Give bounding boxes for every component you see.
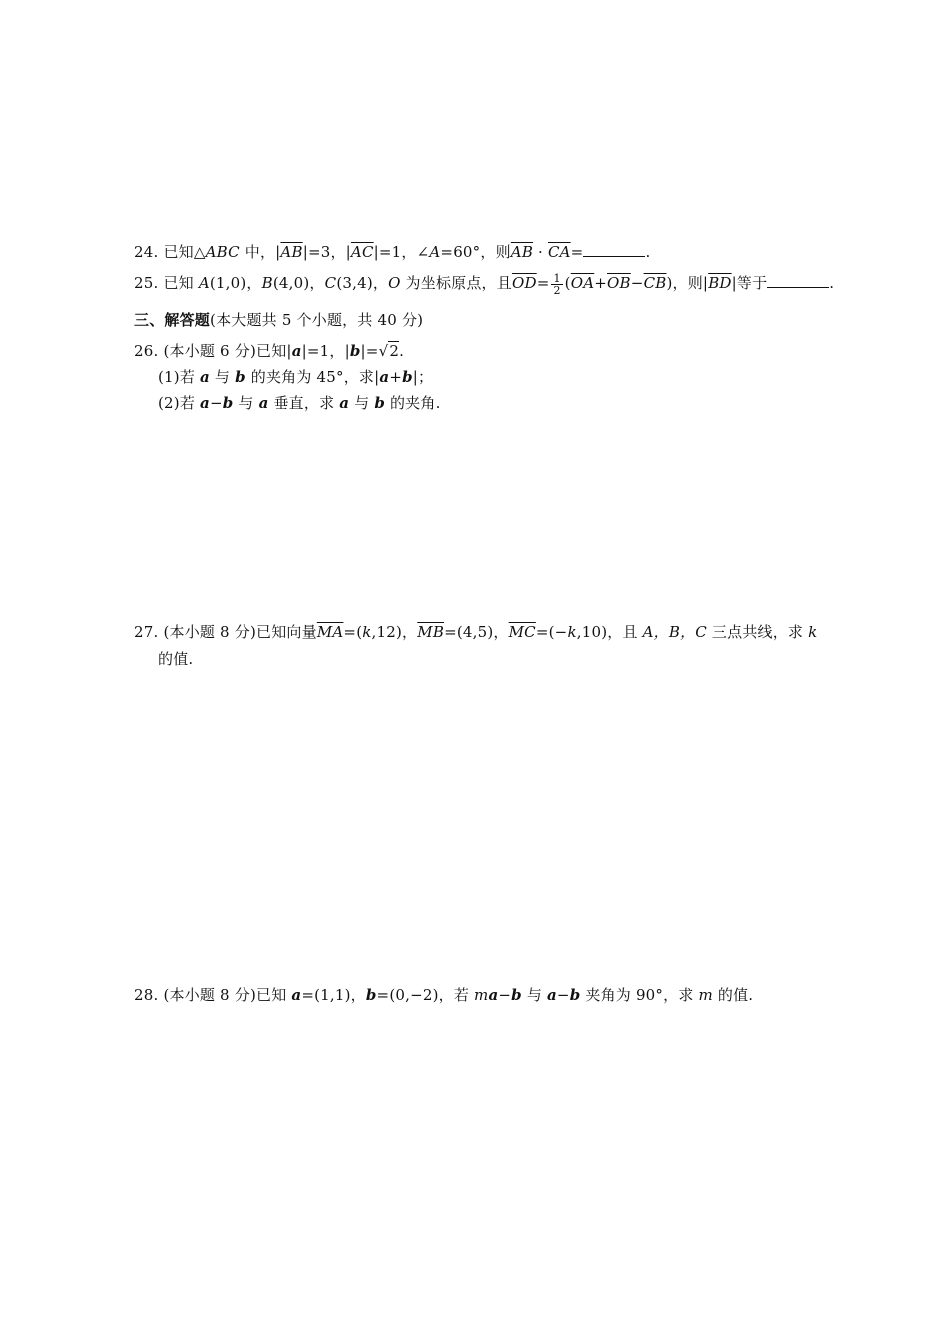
q24-text: =60°，则 [440, 243, 511, 261]
q26-p2-vector: a [200, 394, 210, 412]
q26-radicand: 2 [389, 342, 400, 360]
q27-text: 的值. [158, 650, 194, 668]
q27-vector: $\overline{MB}$ [417, 623, 445, 641]
q27-points: A，B，C [642, 623, 707, 641]
q28-vector: a [488, 986, 499, 1004]
q25-point: A [198, 274, 210, 292]
q26-p1-vector: a [379, 368, 390, 386]
q25-period: . [829, 274, 835, 292]
q27-vector: $\overline{MC}$ [508, 623, 536, 641]
q26-text: . [399, 342, 405, 360]
q26-p1-vector: b [235, 368, 246, 386]
q24-text: 中，| [239, 243, 281, 261]
q25-vector: $\overline{BD}$ [708, 274, 732, 292]
q27-text: 三点共线，求 [706, 623, 809, 641]
q27-vector: $\overline{MA}$ [316, 623, 344, 641]
q25-text: ( [564, 274, 571, 292]
q26-text: |=1，| [301, 342, 350, 360]
q25-text: 为坐标原点，且 [400, 274, 512, 292]
q25-text: 已知 [163, 274, 199, 292]
question-24 [134, 241, 650, 262]
q25-fraction-denominator: 2 [553, 283, 561, 297]
q26-p2-text: 与 [349, 394, 375, 412]
q26-p2-vector: b [222, 394, 234, 412]
q24-period: . [645, 243, 651, 261]
q26-p2-text: 的夹角. [385, 394, 441, 412]
q26-p2-text: 与 [233, 394, 259, 412]
q26-p1-text: + [389, 368, 403, 386]
q25-number: 25. [134, 274, 159, 292]
q28-text: =(1,1)， [301, 986, 366, 1004]
q27-text: =(− [535, 623, 568, 641]
q26-number: 26. [134, 342, 159, 360]
q27-text: =(4,5)， [444, 623, 509, 641]
q26-text: (本小题 6 分)已知| [163, 342, 292, 360]
q24-vector: $\overline{AC}$ [350, 243, 374, 261]
q28-vector: b [569, 986, 581, 1004]
q24-number: 24. [134, 243, 159, 261]
q28-vector: b [511, 986, 522, 1004]
question-26-part-1 [158, 366, 433, 387]
q26-vector: b [349, 342, 361, 360]
q28-vector: a [547, 986, 557, 1004]
q27-text: =( [343, 623, 363, 641]
q24-text: |=3，| [302, 243, 351, 261]
q25-fraction [551, 273, 562, 296]
q24-vector: $\overline{CA}$ [547, 243, 571, 261]
q25-text: + [594, 274, 608, 292]
q25-point: O [388, 274, 401, 292]
q25-text: (4,0)， [272, 274, 325, 292]
q26-p2-text: − [209, 394, 223, 412]
q26-p1-text: 与 [209, 368, 236, 386]
q28-variable: m [474, 986, 489, 1004]
q25-answer-blank[interactable] [767, 275, 829, 288]
q25-fraction-numerator: 1 [553, 271, 561, 285]
q26-p1-vector: b [402, 368, 413, 386]
section-header [134, 309, 423, 330]
q26-text: |=√ [360, 342, 389, 360]
q24-text: 已知△ [163, 243, 206, 261]
q25-text: − [630, 274, 644, 292]
q27-text: ,10)，且 [576, 623, 643, 641]
q24-triangle: ABC [205, 243, 240, 261]
q28-vector: a [291, 986, 302, 1004]
q27-number: 27. [134, 623, 159, 641]
q25-text: )，则| [666, 274, 709, 292]
question-27 [134, 621, 817, 642]
q28-text: =(0,−2)，若 [376, 986, 475, 1004]
q25-text: |等于 [731, 274, 768, 292]
q24-text: |=1，∠ [373, 243, 430, 261]
q24-text: · [533, 243, 548, 261]
q25-vector: $\overline{OB}$ [607, 274, 631, 292]
q25-text: = [536, 274, 550, 292]
q24-vector: $\overline{AB}$ [280, 243, 303, 261]
q25-text: (1,0)， [209, 274, 262, 292]
q25-vector: $\overline{OA}$ [570, 274, 595, 292]
q26-p2-text: 垂直，求 [268, 394, 340, 412]
question-25 [134, 272, 834, 296]
q28-vector: b [365, 986, 377, 1004]
q24-text: = [570, 243, 584, 261]
question-28 [134, 984, 753, 1005]
q28-text: 夹角为 90°，求 [580, 986, 699, 1004]
q24-answer-blank[interactable] [583, 244, 645, 257]
section-title: 三、解答题 [134, 311, 211, 329]
q28-text: (本小题 8 分)已知 [163, 986, 292, 1004]
q24-vector: $\overline{AB}$ [510, 243, 534, 261]
q26-p2-text: (2)若 [158, 394, 201, 412]
q25-vector: $\overline{OD}$ [511, 274, 537, 292]
q25-point: C [324, 274, 337, 292]
q26-p2-vector: a [339, 394, 350, 412]
question-26 [134, 340, 404, 361]
q28-text: − [498, 986, 512, 1004]
q28-number: 28. [134, 986, 159, 1004]
q25-text: (3,4)， [336, 274, 389, 292]
q28-text: 与 [521, 986, 547, 1004]
q27-variable: k [808, 623, 818, 641]
q28-text: 的值. [712, 986, 754, 1004]
q26-p1-text: (1)若 [158, 368, 201, 386]
q27-text: ,12)， [371, 623, 418, 641]
question-26-part-2 [158, 392, 441, 413]
q27-variable: k [567, 623, 577, 641]
section-note: (本大题共 5 个小题，共 40 分) [210, 311, 424, 329]
q28-text: − [556, 986, 570, 1004]
q25-vector: $\overline{CB}$ [643, 274, 667, 292]
q26-p1-vector: a [200, 368, 210, 386]
question-27-line-2 [158, 648, 193, 669]
q27-variable: k [362, 623, 372, 641]
q26-p2-vector: b [374, 394, 386, 412]
q26-p1-text: 的夹角为 45°，求| [245, 368, 380, 386]
q26-vector: a [291, 342, 302, 360]
q27-text: (本小题 8 分)已知向量 [163, 623, 317, 641]
q26-p1-text: |； [412, 368, 434, 386]
q26-p2-vector: a [258, 394, 269, 412]
q28-variable: m [698, 986, 713, 1004]
q24-angle: A [429, 243, 441, 261]
q25-point: B [261, 274, 273, 292]
